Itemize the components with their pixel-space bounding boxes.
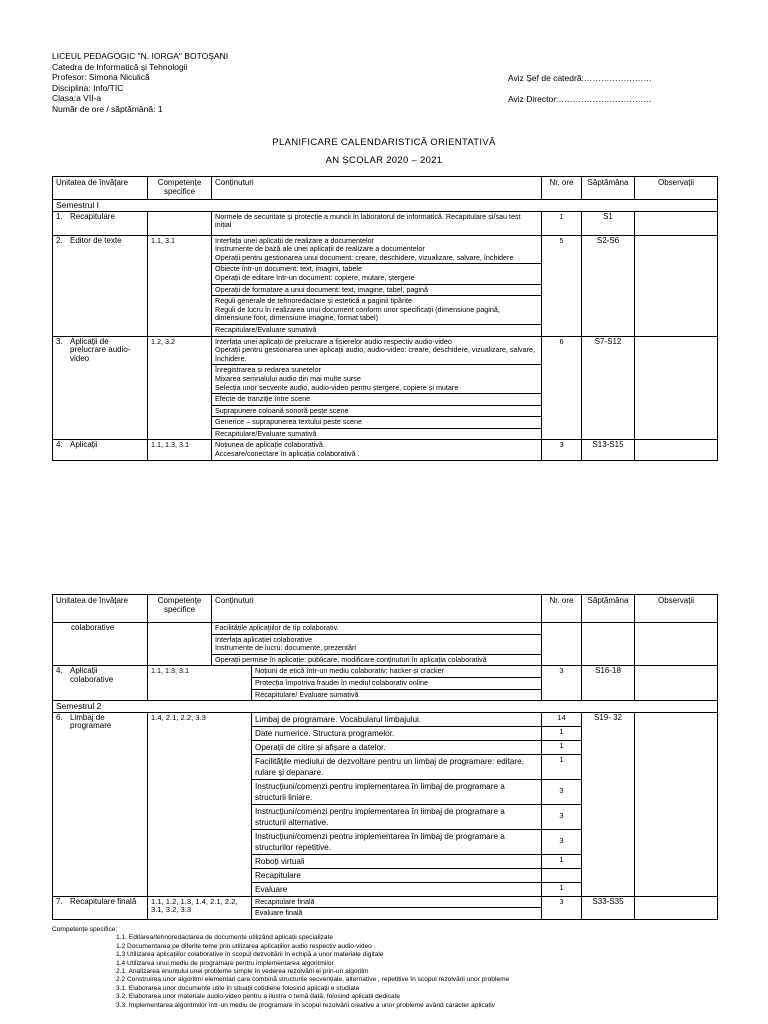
unit-week: S19- 32 [582,712,635,896]
col-unit: Unitatea de învățare [53,595,148,623]
content-cell: Normele de securitate și protecție a muncii în laboratorul de informatică. Recapitulare și/sau test inițial [212,211,542,235]
unit-week: S13-S15 [582,440,635,460]
table-row [53,896,718,908]
hours-cell: 1 [542,854,582,868]
unit-hours [542,623,582,666]
content-cell [212,296,542,325]
aviz-director: Aviz Director:…………………………… [508,94,652,104]
footnote-item: 2.1. Analizarea enunțului unei probleme simple în vederea rezolvării ei prin-un algoritm [116,968,369,976]
unit-number: 4. [56,440,63,450]
school-header [52,51,228,114]
content-cell: Facilitățile mediului de dezvoltare pentru un limbaj de programare: editare, rulare și depanare. [252,754,542,779]
table-row [53,623,718,635]
hours-cell [542,868,582,882]
content-line: Interfața unei aplicații de realizare a documentelor [215,235,375,245]
table-row [53,211,718,235]
content-cell: Evaluare [252,882,542,896]
content-cell: Suprapunere coloană sonoră peste scene [212,405,542,417]
unit-week: S16-18 [582,666,635,701]
unit-hours: 6 [542,336,582,440]
unit-number: 7. [56,896,63,906]
content-cell: Limbaj de programare. Vocabularul limbajului. [252,712,542,726]
col-contents: Conținuturi [212,177,542,200]
content-cell [212,634,542,654]
content-cell: Recapitulare [252,868,542,882]
unit-name [53,712,148,896]
content-line: Noțiunea de aplicație colaborativă. [215,440,325,450]
unit-title: Aplicații de prelucrare audio-video [70,336,131,363]
content-cell: Recapitulare/ Evaluare sumativă [252,689,542,701]
content-line: Instrumente de bază ale unei aplicații de realizare a documentelor [215,244,425,254]
content-line: Interfața aplicației colaborative [215,634,313,644]
unit-hours: 3 [542,666,582,701]
teacher: Profesor: Simona Niculică [52,72,150,82]
content-line: Interfața unei aplicații de prelucrare a fișierelor audio respectiv audio-video [215,336,452,346]
col-week: Săptămâna [582,595,635,623]
unit-name [53,336,148,440]
content-line: Accesare/conectare în aplicația colaborativă . [215,449,360,459]
unit-name [53,666,148,701]
content-cell [212,365,542,394]
unit-name [53,440,148,460]
unit-title-continued: colaborative [53,623,148,666]
content-line: Operații pentru gestionarea unui document: creare, deschidere, vizualizare, salvare, închidere [215,252,514,262]
unit-observations [635,336,718,440]
competences-footnotes [52,926,509,1010]
subject: Disciplina: Info/TIC [52,82,124,93]
unit-competences: 1.1, 3.1 [148,235,212,336]
semester-row [53,200,718,212]
col-unit: Unitatea de învățare [53,177,148,200]
school-year: AN ȘCOLAR 2020 – 2021 [325,155,443,166]
class: Clasa:a VII-a [52,93,102,103]
unit-title: Aplicații colaborative [70,666,114,684]
planning-table-page2 [52,594,718,920]
department: Catedra de Informatică și Tehnologii [52,61,188,72]
unit-observations [635,235,718,336]
content-line: Obiecte într-un document: text, imagini, tabele [215,264,363,274]
content-cell: Noțiuni de etică într-un mediu colaborativ; hacker și cracker [252,666,542,678]
content-line: Selecția unor secvente audio, audio-video pentru ștergere, copiere și mutare [215,382,459,392]
footnote-item: 3.1. Elaborarea unor documente utile în situații cotidiene folosind aplicații e studiate [116,984,360,992]
footnote-item: 1.1. Editarea/tehnoredactarea de documente utilizând aplicații specializate [116,934,333,942]
content-cell: Recapitulare finală [252,896,542,908]
content-cell: Operații permise în aplicație: publicare, modificare conținuturi în aplicația colaborativă [212,654,542,666]
semester-label: Semestrul I [53,200,718,212]
hours-cell: 14 [542,712,582,726]
unit-week: S2-S6 [582,235,635,336]
unit-number: 4. [56,666,63,676]
doc-title: PLANIFICARE CALENDARISTICĂ ORIENTATIVĂ [272,137,496,148]
unit-observations [635,440,718,460]
semester-row [53,701,718,713]
content-cell: Facilitățile aplicațiilor de tip colaborativ. [212,623,542,635]
unit-week: S33-S35 [582,896,635,919]
footnote-item: 1.3 Utilizarea aplicațiilor colaborative în scopul dezvoltării în echipă a unor materiale digitale [116,951,384,959]
content-cell: Operații de formatare a unui document: text, imagine, tabel, pagină [212,284,542,296]
unit-title: Recapitulare finală [70,896,137,906]
unit-number: 6. [56,712,63,722]
table-row [53,440,718,460]
unit-observations [635,623,718,666]
semester-label: Semestrul 2 [53,701,718,713]
content-cell: Instrucțiuni/comenzi pentru implementarea în limbaj de programare a structurii liniare. [252,779,542,804]
content-cell: Instrucțiuni/comenzi pentru implementarea în limbaj de programare a structurii alternative. [252,804,542,829]
unit-competences: 1.4, 2.1, 2.2, 3.3 [148,712,252,896]
unit-title: Aplicații [70,440,98,450]
content-cell [212,264,542,284]
content-line: Reguli generale de tehnoredactare și estetică a paginii tipărite [215,296,412,306]
planning-table-page1 [52,176,718,461]
hours-cell: 1 [542,754,582,779]
hours-per-week: Număr de ore / săptămână: 1 [52,103,163,114]
footnote-item: 3.2. Elaborarea unor materiale audio-video pentru a ilustra o temă dată, folosind aplicații dedicate [116,993,401,1001]
col-observations: Observații [635,595,718,623]
table-header-row [53,177,718,200]
unit-hours: 3 [542,896,582,919]
content-line: Operații de editare într-un document: copiere, mutare, ștergere [215,272,415,282]
unit-competences: 1.1, 1.2, 1.3, 1.4, 2.1, 2.2, 3.1, 3.2, 3.3 [148,896,252,919]
unit-observations [635,666,718,701]
unit-competences: 1.1, 1.3, 3.1 [148,440,212,460]
unit-observations [635,896,718,919]
unit-week [582,623,635,666]
table-header-row [53,595,718,623]
unit-observations [635,712,718,896]
hours-cell: 1 [542,882,582,896]
content-cell: Generice – suprapunerea textului peste scene [212,417,542,429]
col-hours: Nr. ore [542,595,582,623]
content-cell: Date numerice. Structura programelor. [252,726,542,740]
content-cell: Protecția împotriva fraudei în mediul colaborativ online [252,677,542,689]
footnote-item: 2.2 Construirea unor algoritmi elementari care combină structurile secvențiale, alternative , repetitive în scopul rezolvării unor probleme [116,976,510,984]
unit-name [53,235,148,336]
hours-cell: 3 [542,829,582,854]
unit-name [53,211,148,235]
col-competences: Competențe specifice [148,177,212,200]
unit-title: Recapitulare [70,211,115,221]
hours-cell: 1 [542,740,582,754]
unit-title: Limbaj de programare [70,712,112,731]
content-cell: Evaluare finală [252,908,542,920]
unit-title: Editor de texte [70,235,122,245]
content-cell: Roboți virtuali [252,854,542,868]
col-contents: Conținuturi [212,595,542,623]
content-line: Operații pentru gestionarea unei aplicații audio, audio-video: creare, deschidere, vizualizare, salvare, închidere. [215,345,536,363]
content-cell: Instrucțiuni/comenzi pentru implementarea în limbaj de programare a structurilor repetitive. [252,829,542,854]
content-line: Instrumente de lucru: documente, prezentări [215,643,357,653]
content-cell: Efecte de tranziție între scene [212,394,542,406]
unit-number: 3. [56,336,63,346]
unit-week: S1 [582,211,635,235]
content-line: Înregistrarea și redarea sunetelor [215,365,321,375]
unit-hours: 3 [542,440,582,460]
content-line: Mixarea semnalului audio din mai multe surse [215,373,361,383]
content-cell: Recapitulare/Evaluare sumativă [212,428,542,440]
content-cell: Recapitulare/Evaluare sumativă [212,324,542,336]
unit-number: 1. [56,211,63,221]
footnotes-title: Competențe specifice: [52,926,118,933]
unit-observations [635,211,718,235]
content-cell: Operații de citire și afișare a datelor. [252,740,542,754]
content-cell [212,235,542,264]
col-observations: Observații [635,177,718,200]
footnote-item: 1.4 Utilizarea unui mediu de programare pentru implementarea algoritmilor [116,959,334,967]
footnote-item: 1.2 Documentarea pe diferite teme prin utilizarea aplicațiilor audio respectiv audio-video [116,942,372,950]
unit-week: S7-S12 [582,336,635,440]
unit-competences: 1.2, 3.2 [148,336,212,440]
aviz-sef-catedra: Aviz Șef de catedră:…………………… [508,73,652,83]
content-cell [212,336,542,365]
table-row [53,712,718,726]
content-cell [212,440,542,460]
col-competences: Competențe specifice [148,595,212,623]
table-row [53,666,718,678]
footnote-item: 3.3. Implementarea algoritmilor într-un mediu de programare în scopul rezolvării creative a unor probleme având caracter aplicativ [116,1001,495,1009]
content-line: Reguli de lucru în realizarea unui document conform unor specificații (dimensiune pagină, dimensiune font, dimensiune imagine, format tabel) [215,304,500,323]
unit-hours: 5 [542,235,582,336]
col-hours: Nr. ore [542,177,582,200]
hours-cell: 1 [542,726,582,740]
hours-cell: 3 [542,804,582,829]
hours-cell: 3 [542,779,582,804]
unit-name [53,896,148,919]
unit-number: 2. [56,235,63,245]
unit-competences: 1.1, 1.3, 3.1 [148,666,252,701]
table-row [53,235,718,264]
unit-competences [148,211,212,235]
unit-hours: 1 [542,211,582,235]
table-row [53,336,718,365]
unit-competences [148,623,212,666]
col-week: Săptămâna [582,177,635,200]
school-name: LICEUL PEDAGOGIC "N. IORGA" BOTOȘANI [52,51,229,61]
